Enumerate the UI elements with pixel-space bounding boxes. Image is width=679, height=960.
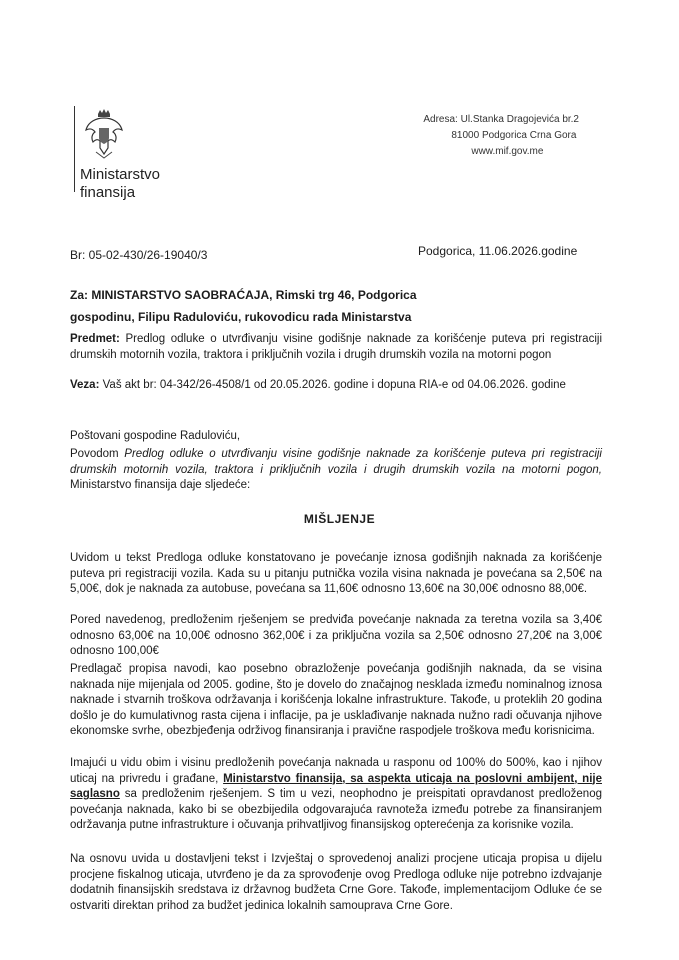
ministry-name-line1: Ministarstvo (80, 166, 161, 183)
recipient-line2: gospodinu, Filipu Raduloviću, rukovodicu rada Ministarstva (70, 310, 412, 324)
opinion-heading: MIŠLJENJE (303, 512, 376, 526)
greeting: Poštovani gospodine Raduloviću, (70, 430, 241, 442)
intro-paragraph (70, 447, 602, 494)
paragraph-4-highlight: Ministarstvo finansija, sa aspekta uticaja na poslovni ambijent, nije saglasno (70, 772, 602, 800)
ministry-address (423, 112, 579, 160)
paragraph-2: Pored navedenog, predloženim rješenjem se predviđa povećanje naknada za teretna vozila sa 3,40€ odnosno 63,00€ na 10,00€ odnosno 362,00€ i za priključna vozila sa 2,50€ odnosno 27,20€ na 3,00€ odnosno 100,00€ (70, 614, 602, 657)
recipient-line1: Za: MINISTARSTVO SAOBRAĆAJA, Rimski trg 46, Podgorica (70, 288, 417, 302)
veza-text: Vaš akt br: 04-342/26-4508/1 od 20.05.2026. godine i dopuna RIA-e od 04.06.2026. godine (99, 379, 566, 391)
header-divider (74, 106, 75, 192)
montenegro-coat-of-arms-icon (84, 108, 124, 160)
paragraph-4-post: sa predloženim rješenjem. S tim u vezi, neophodno je preispitati opravdanost predloženog povećanja naknada, kako bi se obezbijedila odgovarajuća ravnoteža između potrebe za finansiranjem održavanja putne infrastrukture i očuvanja prihvatljivog finansijskog opterećenja za korisnike vozila. (70, 788, 602, 831)
reference-number: Br: 05-02-430/26-19040/3 (70, 248, 208, 262)
intro-italic: Predlog odluke o utvrđivanju visine godišnje naknade za korišćenje puteva pri registraciji drumskih motornih vozila, traktora i priključnih vozila i drugih drumskih vozila na motorni pogon, (70, 448, 602, 476)
paragraph-5: Na osnovu uvida u dostavljeni tekst i Izvještaj o sprovedenoj analizi procjene uticaja propisa u dijelu procjene fiskalnog uticaja, utvrđeno je da za sprovođenje ovog Predloga odluke nije potrebno izdvajanje dodatnih finansijskih sredstava iz državnog budžeta Crne Gore. Takođe, implementacijom Odluke će se ostvariti direktan prihod za budžet jedinica lokalnih samouprava Crne Gore. (70, 853, 602, 912)
paragraph-3: Predlagač propisa navodi, kao posebno obrazloženje povećanja godišnjih naknada, da se visina naknada nije mijenjala od 2005. godine, što je dovelo do značajnog neskladа između nominalnog iznosa naknade i stvarnih troškova održavanja i korišćenja lokalne infrastrukture. Takođe, u proteklih 20 godina došlo je do kumulativnog rasta cijena i inflacije, pa je usklađivanje naknada nužno radi očuvanja njihove ekonomske svrhe, obezbjeđenja održivog finansiranja i pravične raspodjele troškova među korisnicima. (70, 663, 602, 737)
address-city: 81000 Podgorica Crna Gora (451, 130, 577, 141)
intro-pre: Povodom (70, 448, 125, 460)
ministry-name-line2: finansija (80, 184, 136, 201)
veza-label: Veza: (70, 379, 100, 391)
paragraph-1: Uvidom u tekst Predloga odluke konstatovano je povećanje iznosa godišnjih naknada za korišćenje puteva pri registraciji vozila. Kada su u pitanju putnička vozila visina naknada je povećana sa 2,50€ na 5,00€, dok je naknada za autobuse, povećana sa 11,60€ odnosno 13,60€ na 30,00€ odnosno 88,00€. (70, 552, 602, 595)
subject-paragraph (70, 332, 602, 363)
paragraph-4 (70, 756, 602, 834)
ministry-name (80, 166, 160, 202)
reference-link-paragraph (70, 378, 602, 394)
subject-label: Predmet: (70, 333, 120, 345)
address-website[interactable]: www.mif.gov.me (471, 146, 544, 157)
subject-text: Predlog odluke o utvrđivanju visine godišnje naknade za korišćenje puteva pri registraciji drumskih motornih vozila, traktora i priključnih vozila i drugih drumskih vozila na motorni pogon (70, 333, 602, 361)
intro-post: Ministarstvo finansija daje sljedeće: (70, 479, 251, 491)
paragraph-4-pre: Imajući u vidu obim i visinu predloženih povećanja naknada u rasponu od 100% do 500%, kao i njihov uticaj na privredu i građane, (70, 757, 602, 785)
document-date: Podgorica, 11.06.2026.godine (418, 244, 578, 258)
address-street: Adresa: Ul.Stanka Dragojevića br.2 (423, 114, 579, 125)
